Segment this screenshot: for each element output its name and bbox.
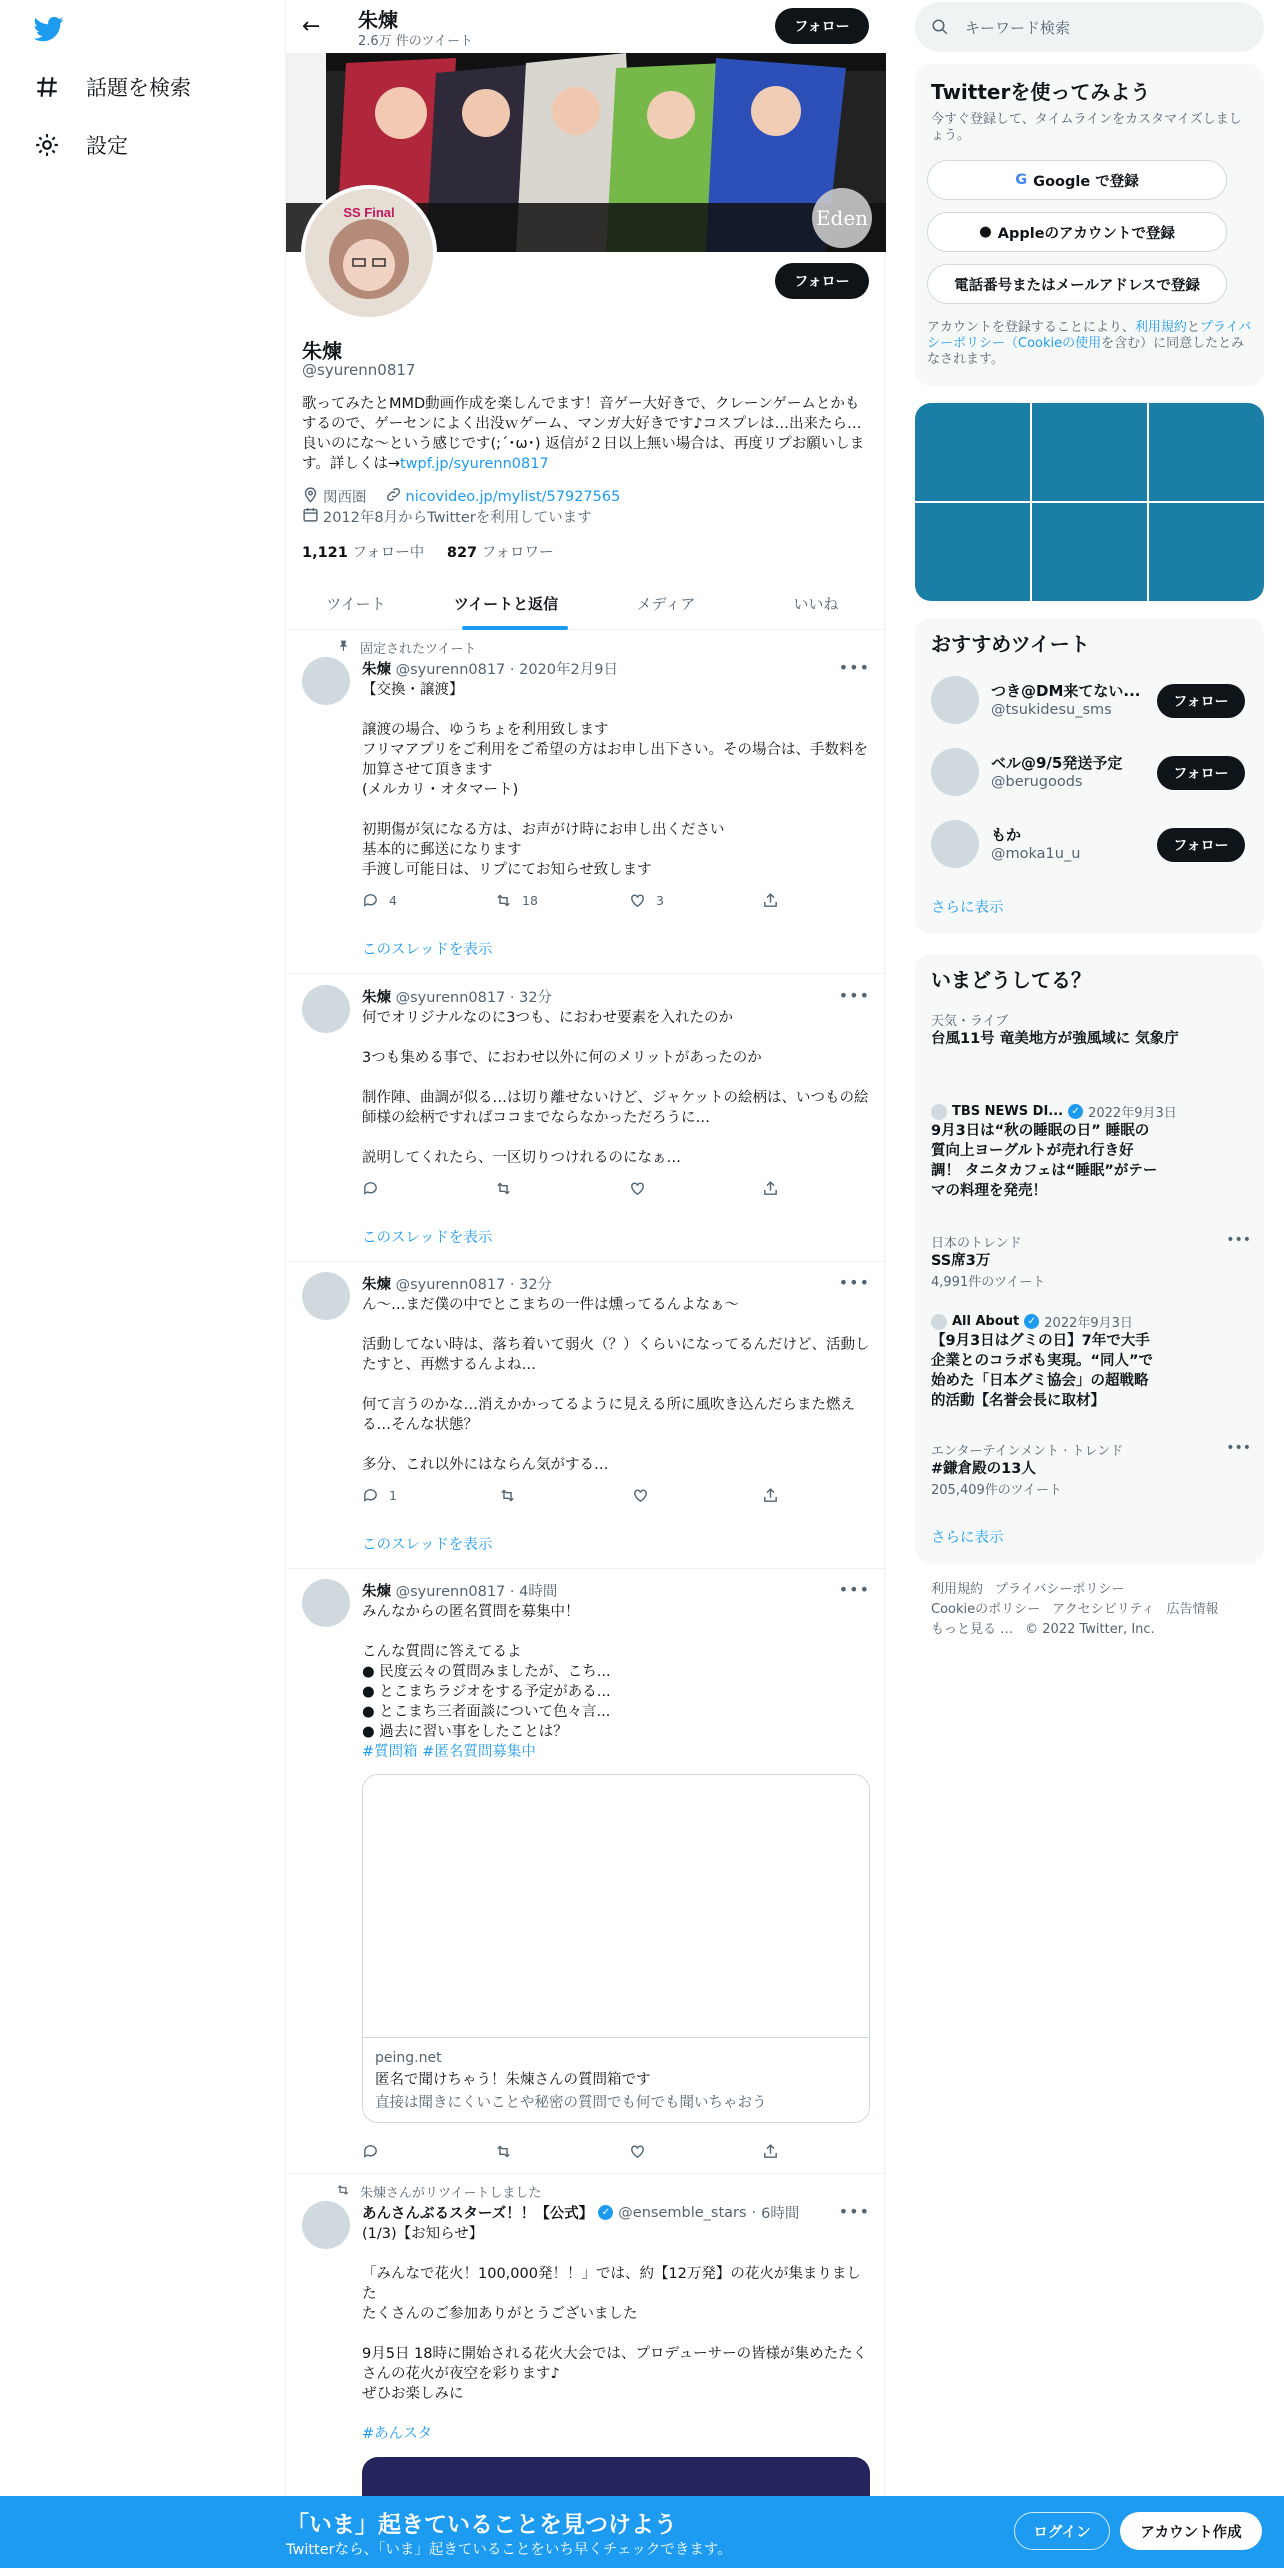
profile-topbar bbox=[286, 0, 886, 53]
trend-count: 205,409件のツイート bbox=[931, 1483, 1062, 1498]
search-input[interactable]: キーワード検索 bbox=[965, 18, 1071, 37]
signup-terms bbox=[927, 320, 1252, 368]
follow-button[interactable]: フォロー bbox=[1157, 684, 1245, 718]
recommended-user[interactable] bbox=[931, 676, 1251, 726]
like-button[interactable] bbox=[632, 1487, 649, 1504]
share-button[interactable] bbox=[762, 1487, 779, 1504]
reply-button[interactable] bbox=[362, 892, 397, 909]
retweet-button[interactable] bbox=[495, 2143, 512, 2160]
left-nav bbox=[0, 0, 286, 2568]
heart-icon bbox=[629, 1180, 646, 1197]
card-image bbox=[363, 1775, 869, 2038]
pinned-label: 固定されたツイート bbox=[360, 642, 477, 657]
recommended-show-more[interactable]: さらに表示 bbox=[931, 900, 1004, 916]
show-thread-link[interactable]: このスレッドを表示 bbox=[362, 942, 493, 958]
followers-count: 827 bbox=[446, 545, 478, 561]
nav-explore[interactable] bbox=[34, 72, 191, 102]
news-date: 2022年9月3日 bbox=[1088, 1106, 1177, 1121]
profile-avatar[interactable] bbox=[301, 185, 437, 321]
tweet-actions bbox=[362, 1180, 802, 1200]
avatar-artwork bbox=[305, 189, 433, 317]
news-title: 【9月3日はグミの日】7年で大手企業とのコラボも実現。“同人”で始めた「日本グミ協会」の超戦略的活動【名誉会長に取材】 bbox=[931, 1333, 1154, 1409]
profile-tabs bbox=[286, 576, 886, 630]
reply-count: 1 bbox=[389, 1488, 397, 1503]
recommended-user[interactable] bbox=[931, 748, 1251, 798]
footer-copyright: © 2022 Twitter, Inc. bbox=[1025, 1622, 1155, 1637]
hashtag-icon bbox=[34, 74, 60, 100]
retweet-icon bbox=[495, 892, 512, 909]
media-thumb[interactable] bbox=[1032, 403, 1147, 501]
more-options-icon[interactable]: ••• bbox=[838, 1273, 870, 1292]
active-tab-indicator bbox=[462, 626, 568, 630]
more-options-icon[interactable]: ••• bbox=[838, 986, 870, 1005]
retweet-button[interactable] bbox=[499, 1487, 516, 1504]
privacy-link[interactable]: プライバシーポリシー（Cookieの使用 bbox=[927, 320, 1252, 351]
source-avatar bbox=[931, 1104, 947, 1120]
reply-icon bbox=[362, 1487, 379, 1504]
followers-label: フォロワー bbox=[481, 545, 554, 561]
topbar-follow-button[interactable]: フォロー bbox=[775, 8, 869, 44]
media-thumb[interactable] bbox=[915, 403, 1030, 501]
reply-count: 4 bbox=[389, 893, 397, 908]
follow-button[interactable]: フォロー bbox=[1157, 756, 1245, 790]
profile-joined-row bbox=[302, 506, 592, 527]
footer-ads-link[interactable]: 広告情報 bbox=[1166, 1602, 1219, 1617]
trend-item[interactable] bbox=[931, 1440, 1251, 1498]
share-icon bbox=[762, 1487, 779, 1504]
like-button[interactable] bbox=[629, 892, 664, 909]
trend-context: 日本のトレンド bbox=[931, 1236, 1022, 1251]
nav-settings-label: 設定 bbox=[86, 134, 128, 158]
footer-accessibility-link[interactable]: アクセシビリティ bbox=[1052, 1602, 1155, 1617]
share-icon bbox=[762, 2143, 779, 2160]
tab-tweets[interactable]: ツイート bbox=[326, 594, 386, 613]
reply-button[interactable] bbox=[362, 1180, 379, 1197]
share-icon bbox=[762, 1180, 779, 1197]
more-options-icon[interactable]: ••• bbox=[838, 658, 870, 677]
link-icon bbox=[385, 486, 402, 507]
apple-signup-button[interactable] bbox=[927, 212, 1227, 252]
profile-joined: 2012年8月からTwitterを利用しています bbox=[323, 510, 592, 526]
tweet-actions bbox=[362, 2143, 802, 2163]
main-column bbox=[285, 0, 885, 2568]
pin-icon bbox=[330, 639, 350, 656]
avatar[interactable] bbox=[931, 820, 979, 868]
like-count: 3 bbox=[656, 893, 664, 908]
verified-badge-icon: ✓ bbox=[598, 2205, 613, 2220]
tweet-actions bbox=[362, 1487, 802, 1507]
follow-button[interactable]: フォロー bbox=[1157, 828, 1245, 862]
card-domain: peing.net bbox=[375, 2050, 442, 2066]
profile-follow-button[interactable]: フォロー bbox=[775, 263, 869, 299]
tab-likes[interactable]: いいね bbox=[793, 594, 839, 613]
retweet-button[interactable] bbox=[495, 892, 538, 909]
footer-privacy-link[interactable]: プライバシーポリシー bbox=[995, 1582, 1125, 1597]
calendar-icon bbox=[302, 506, 319, 527]
tweet-item[interactable] bbox=[286, 975, 886, 1262]
tweet-avatar[interactable] bbox=[302, 1579, 350, 1627]
tweet-author-name[interactable]: 朱煉 bbox=[362, 662, 391, 678]
retweet-count: 18 bbox=[522, 893, 538, 908]
share-button[interactable] bbox=[762, 1180, 779, 1197]
media-thumb[interactable] bbox=[1149, 403, 1264, 501]
user-handle: @tsukidesu_sms bbox=[991, 702, 1112, 718]
tab-media[interactable]: メディア bbox=[636, 594, 696, 613]
news-source-row bbox=[931, 1312, 1251, 1331]
tweet-item[interactable] bbox=[286, 1262, 886, 1569]
bio-link[interactable]: twpf.jp/syurenn0817 bbox=[400, 456, 549, 472]
like-button[interactable] bbox=[629, 2143, 646, 2160]
share-button[interactable] bbox=[762, 2143, 779, 2160]
media-thumb[interactable] bbox=[1032, 503, 1147, 601]
tweet-hashtags[interactable]: #質問箱 #匿名質問募集中 bbox=[362, 1744, 536, 1760]
search-box[interactable] bbox=[915, 2, 1264, 52]
tweet-author-name[interactable]: 朱煉 bbox=[362, 1277, 391, 1293]
retweet-button[interactable] bbox=[495, 1180, 512, 1197]
twitter-logo-icon[interactable] bbox=[32, 14, 66, 44]
tweet-time[interactable]: 4時間 bbox=[519, 1584, 558, 1600]
tweet-author-handle: @syurenn0817 bbox=[395, 662, 506, 678]
news-date: 2022年9月3日 bbox=[1044, 1316, 1133, 1331]
footer-more-link[interactable]: もっと見る … bbox=[931, 1622, 1014, 1637]
reply-button[interactable] bbox=[362, 2143, 379, 2160]
signup-title: Twitterを使ってみよう bbox=[931, 80, 1151, 104]
profile-handle: @syurenn0817 bbox=[302, 361, 416, 379]
verified-badge-icon: ✓ bbox=[1068, 1104, 1083, 1119]
avatar-badge-text: SS Final bbox=[343, 205, 395, 220]
tweet-avatar[interactable] bbox=[302, 985, 350, 1033]
topbar-name: 朱煉 bbox=[358, 8, 398, 32]
media-grid bbox=[915, 403, 1264, 601]
user-handle: @berugoods bbox=[991, 774, 1083, 790]
share-button[interactable] bbox=[762, 892, 779, 909]
share-icon bbox=[762, 892, 779, 909]
apple-icon: ● bbox=[979, 224, 992, 240]
news-source: All About bbox=[952, 1314, 1020, 1329]
news-item[interactable] bbox=[931, 1312, 1251, 1411]
tweet-avatar[interactable] bbox=[302, 1272, 350, 1320]
trend-title: 台風11号 竜美地方が強風域に 気象庁 bbox=[931, 1031, 1179, 1047]
reply-icon bbox=[362, 1180, 379, 1197]
more-options-icon[interactable]: ••• bbox=[838, 2202, 870, 2221]
signup-subtitle: 今すぐ登録して、タイムラインをカスタマイズしましょう。 bbox=[931, 112, 1242, 143]
search-icon bbox=[931, 18, 949, 36]
retweet-icon bbox=[499, 1487, 516, 1504]
trend-title: SS席3万 bbox=[931, 1253, 991, 1269]
like-button[interactable] bbox=[629, 1180, 646, 1197]
news-title: 9月3日は“秋の睡眠の日” 睡眠の質向上ヨーグルトが売れ行き好調！ タニタカフェは“睡眠”がテーマの料理を発売！ bbox=[931, 1123, 1158, 1199]
trend-context: 天気・ライブ bbox=[931, 1014, 1009, 1029]
show-thread-link[interactable]: このスレッドを表示 bbox=[362, 1537, 493, 1553]
retweet-social-label[interactable]: 朱煉さんがリツイートしました bbox=[360, 2186, 542, 2201]
phone-signup-button[interactable]: 電話番号またはメールアドレスで登録 bbox=[927, 264, 1227, 304]
heart-icon bbox=[629, 892, 646, 909]
back-arrow-icon[interactable]: ← bbox=[302, 14, 321, 39]
bottom-signup-bar bbox=[0, 2496, 1284, 2568]
heart-icon bbox=[632, 1487, 649, 1504]
tweet-author-name[interactable]: 朱煉 bbox=[362, 990, 391, 1006]
tab-tweets-and-replies-label: ツイートと返信 bbox=[453, 594, 559, 613]
terms-prefix: アカウントを登録することにより、 bbox=[927, 320, 1135, 335]
avatar[interactable] bbox=[931, 748, 979, 796]
recommended-title: おすすめツイート bbox=[931, 632, 1090, 656]
profile-location: 関西圏 bbox=[323, 490, 367, 506]
media-thumb[interactable] bbox=[1149, 503, 1264, 601]
signup-button[interactable]: アカウント作成 bbox=[1120, 2512, 1262, 2550]
card-title: 匿名で聞けちゃう！朱煉さんの質問箱です bbox=[375, 2072, 651, 2088]
more-options-icon[interactable]: ••• bbox=[1226, 1440, 1251, 1456]
nav-settings[interactable] bbox=[34, 130, 128, 160]
bottom-bar-subtitle: Twitterなら、「いま」起きていることをいち早くチェックできます。 bbox=[286, 2542, 732, 2558]
trend-context: エンターテインメント · トレンド bbox=[931, 1444, 1124, 1459]
user-name: つき@DM来てない... bbox=[991, 682, 1141, 700]
nav-explore-label: 話題を検索 bbox=[86, 76, 191, 100]
verified-badge-icon: ✓ bbox=[1024, 1314, 1039, 1329]
heart-icon bbox=[629, 2143, 646, 2160]
tweet-author-handle: @syurenn0817 bbox=[395, 1584, 506, 1600]
tweet-text: ん〜…まだ僕の中でとこまちの一件は燻ってるんよなぁ〜 活動してない時は、落ち着いて弱火（？）くらいになってるんだけど、活動したすと、再燃するんよね… 何て言うのかな…消えかかってるように見える所に風吹き込んだらまた燃える…そんな状態？ 多分、これ以外にはならん気がする… bbox=[362, 1297, 870, 1473]
apple-signup-label: Appleのアカウントで登録 bbox=[997, 225, 1175, 242]
avatar[interactable] bbox=[931, 676, 979, 724]
topbar-tweet-count: 2.6万 件のツイート bbox=[358, 34, 473, 49]
profile-bio bbox=[302, 394, 870, 474]
reply-button[interactable] bbox=[362, 1487, 397, 1504]
trends-panel bbox=[915, 954, 1264, 1564]
tweet-author-handle: @syurenn0817 bbox=[395, 1277, 506, 1293]
google-signup-label: Google で登録 bbox=[1033, 173, 1139, 190]
terms-link[interactable]: 利用規約 bbox=[1134, 320, 1187, 335]
news-source: TBS NEWS DI... bbox=[952, 1104, 1064, 1119]
tweet-author-handle: @ensemble_stars bbox=[618, 2204, 747, 2221]
show-thread-link[interactable]: このスレッドを表示 bbox=[362, 1230, 493, 1246]
more-options-icon[interactable]: ••• bbox=[1226, 1232, 1251, 1248]
tweet-item[interactable] bbox=[286, 1569, 886, 2174]
trend-item[interactable] bbox=[931, 1010, 1251, 1049]
following-label: フォロー中 bbox=[352, 545, 425, 561]
media-thumb[interactable] bbox=[915, 503, 1030, 601]
user-handle: @moka1u_u bbox=[991, 846, 1081, 862]
tweet-author-handle: @syurenn0817 bbox=[395, 990, 506, 1006]
recommended-panel bbox=[915, 618, 1264, 934]
user-name: ベル@9/5発送予定 bbox=[991, 754, 1123, 772]
trend-item[interactable] bbox=[931, 1232, 1251, 1290]
news-item[interactable] bbox=[931, 1102, 1251, 1201]
following-link[interactable] bbox=[302, 545, 424, 561]
retweet-small-icon bbox=[330, 2183, 350, 2201]
profile-website[interactable]: nicovideo.jp/mylist/57927565 bbox=[405, 488, 621, 505]
tweet-actions bbox=[362, 892, 802, 912]
bottom-bar-title: 「いま」起きていることを見つけよう bbox=[286, 2512, 677, 2538]
tweet-author-name[interactable]: 朱煉 bbox=[362, 1584, 391, 1600]
retweet-icon bbox=[495, 1180, 512, 1197]
tweet-text: (1/3)【お知らせ】 「みんなで花火！100,000発！！」では、約【12万発】の花火が集まりました たくさんのご参加ありがとうございました 9月5日 18時に開始される花火大会では、プロデューサーの皆様が集めたたくさんの花火が夜空を彩ります♪ ぜひお楽しみに bbox=[362, 2226, 868, 2402]
tweet-hashtags[interactable]: #あんスタ bbox=[362, 2426, 433, 2442]
tweet-text: 【交換・譲渡】 譲渡の場合、ゆうちょを利用致します フリマアプリをご利用をご希望の方はお申し出下さい。その場合は、手数料を加算させて頂きます (メルカリ・オタマート) 初期傷が気になる方は、お声がけ時にお申し出ください 基本的に郵送になります 手渡し可能日は、リプにてお知らせ致します bbox=[362, 682, 869, 878]
login-button[interactable]: ログイン bbox=[1014, 2512, 1110, 2550]
pinned-label-row bbox=[330, 638, 476, 657]
tweet-avatar[interactable] bbox=[302, 657, 350, 705]
tweet-time[interactable]: 32分 bbox=[519, 990, 553, 1006]
tweet-time[interactable]: 32分 bbox=[519, 1277, 553, 1293]
followers-link[interactable] bbox=[447, 545, 554, 561]
tweet-header: 朱煉 @syurenn0817 · 32分 bbox=[362, 990, 553, 1006]
profile-meta-row bbox=[302, 486, 620, 507]
card-description: 直接は聞きにくいことや秘密の質問でも何でも聞いちゃおう bbox=[375, 2095, 767, 2111]
tweet-header: あんさんぶるスターズ！！【公式】 ✓ @ensemble_stars · 6時間 bbox=[362, 2202, 799, 2223]
source-avatar bbox=[931, 1314, 947, 1330]
recommended-user[interactable] bbox=[931, 820, 1251, 870]
tweet-text: 何でオリジナルなのに3つも、におわせ要素を入れたのか 3つも集める事で、におわせ以外に何のメリットがあったのか 制作陣、曲調が似る…は切り離せないけど、ジャケットの絵柄は、いつもの絵師様の絵柄ですればココまでならなかっただろうに… 説明してくれたら、一区切りつけれるのになぁ… bbox=[362, 1010, 869, 1166]
trends-show-more[interactable]: さらに表示 bbox=[931, 1530, 1004, 1546]
reply-icon bbox=[362, 2143, 379, 2160]
retweet-social-row bbox=[330, 2182, 541, 2201]
google-signup-button[interactable] bbox=[927, 160, 1227, 200]
tweet-avatar[interactable] bbox=[302, 2201, 350, 2249]
trend-count: 4,991件のツイート bbox=[931, 1275, 1046, 1290]
trend-title: #鎌倉殿の13人 bbox=[931, 1461, 1036, 1477]
trends-title: いまどうしてる？ bbox=[931, 968, 1091, 992]
tab-tweets-and-replies[interactable] bbox=[426, 576, 586, 630]
google-icon: G bbox=[1015, 172, 1028, 188]
banner-logo-text: Eden bbox=[815, 206, 869, 230]
following-count: 1,121 bbox=[302, 545, 348, 561]
retweet-icon bbox=[495, 2143, 512, 2160]
signup-panel bbox=[915, 64, 1264, 386]
terms-and: と bbox=[1186, 320, 1200, 335]
news-source-row bbox=[931, 1102, 1251, 1121]
user-name: もか bbox=[991, 826, 1022, 844]
tweet-header: 朱煉 @syurenn0817 · 32分 bbox=[362, 1277, 553, 1293]
tweet-time[interactable]: 2020年2月9日 bbox=[519, 662, 618, 678]
profile-name: 朱煉 bbox=[302, 339, 342, 363]
tweet-time[interactable]: 6時間 bbox=[761, 2206, 800, 2222]
profile-stats bbox=[302, 541, 554, 562]
tweet-header: 朱煉 @syurenn0817 · 4時間 bbox=[362, 1584, 558, 1600]
footer-terms-link[interactable]: 利用規約 bbox=[931, 1582, 984, 1597]
bio-text: 歌ってみたとMMD動画作成を楽しんでます！音ゲー大好きで、クレーンゲームとかもするので、ゲーセンによく出没ｗゲーム、マンガ大好きです♪コスプレは…出来たら…良いのにな～という感じです(;´･ω･) 返信が２日以上無い場合は、再度リプお願いします。詳しくは→ bbox=[302, 396, 865, 472]
more-options-icon[interactable]: ••• bbox=[838, 1580, 870, 1599]
tweet-text: みんなからの匿名質問を募集中！ こんな質問に答えてるよ ● 民度云々の質問みましたが、こち... ● とこまちラジオをする予定がある... ● とこまち三者面談について色々言... ● 過去に習い事をしたことは？ bbox=[362, 1604, 611, 1740]
terms-suffix: を含む）に同意したとみなされます。 bbox=[927, 336, 1245, 367]
footer-cookie-link[interactable]: Cookieのポリシー bbox=[931, 1602, 1041, 1617]
tweet-header: 朱煉 @syurenn0817 · 2020年2月9日 bbox=[362, 662, 618, 678]
location-icon bbox=[302, 486, 319, 507]
sidebar-footer bbox=[931, 1580, 1251, 1640]
tweet-author-name[interactable]: あんさんぶるスターズ！！【公式】 bbox=[362, 2206, 594, 2222]
gear-icon bbox=[34, 132, 60, 158]
link-card[interactable] bbox=[362, 1774, 870, 2123]
reply-icon bbox=[362, 892, 379, 909]
tweet-pinned[interactable] bbox=[286, 631, 886, 974]
